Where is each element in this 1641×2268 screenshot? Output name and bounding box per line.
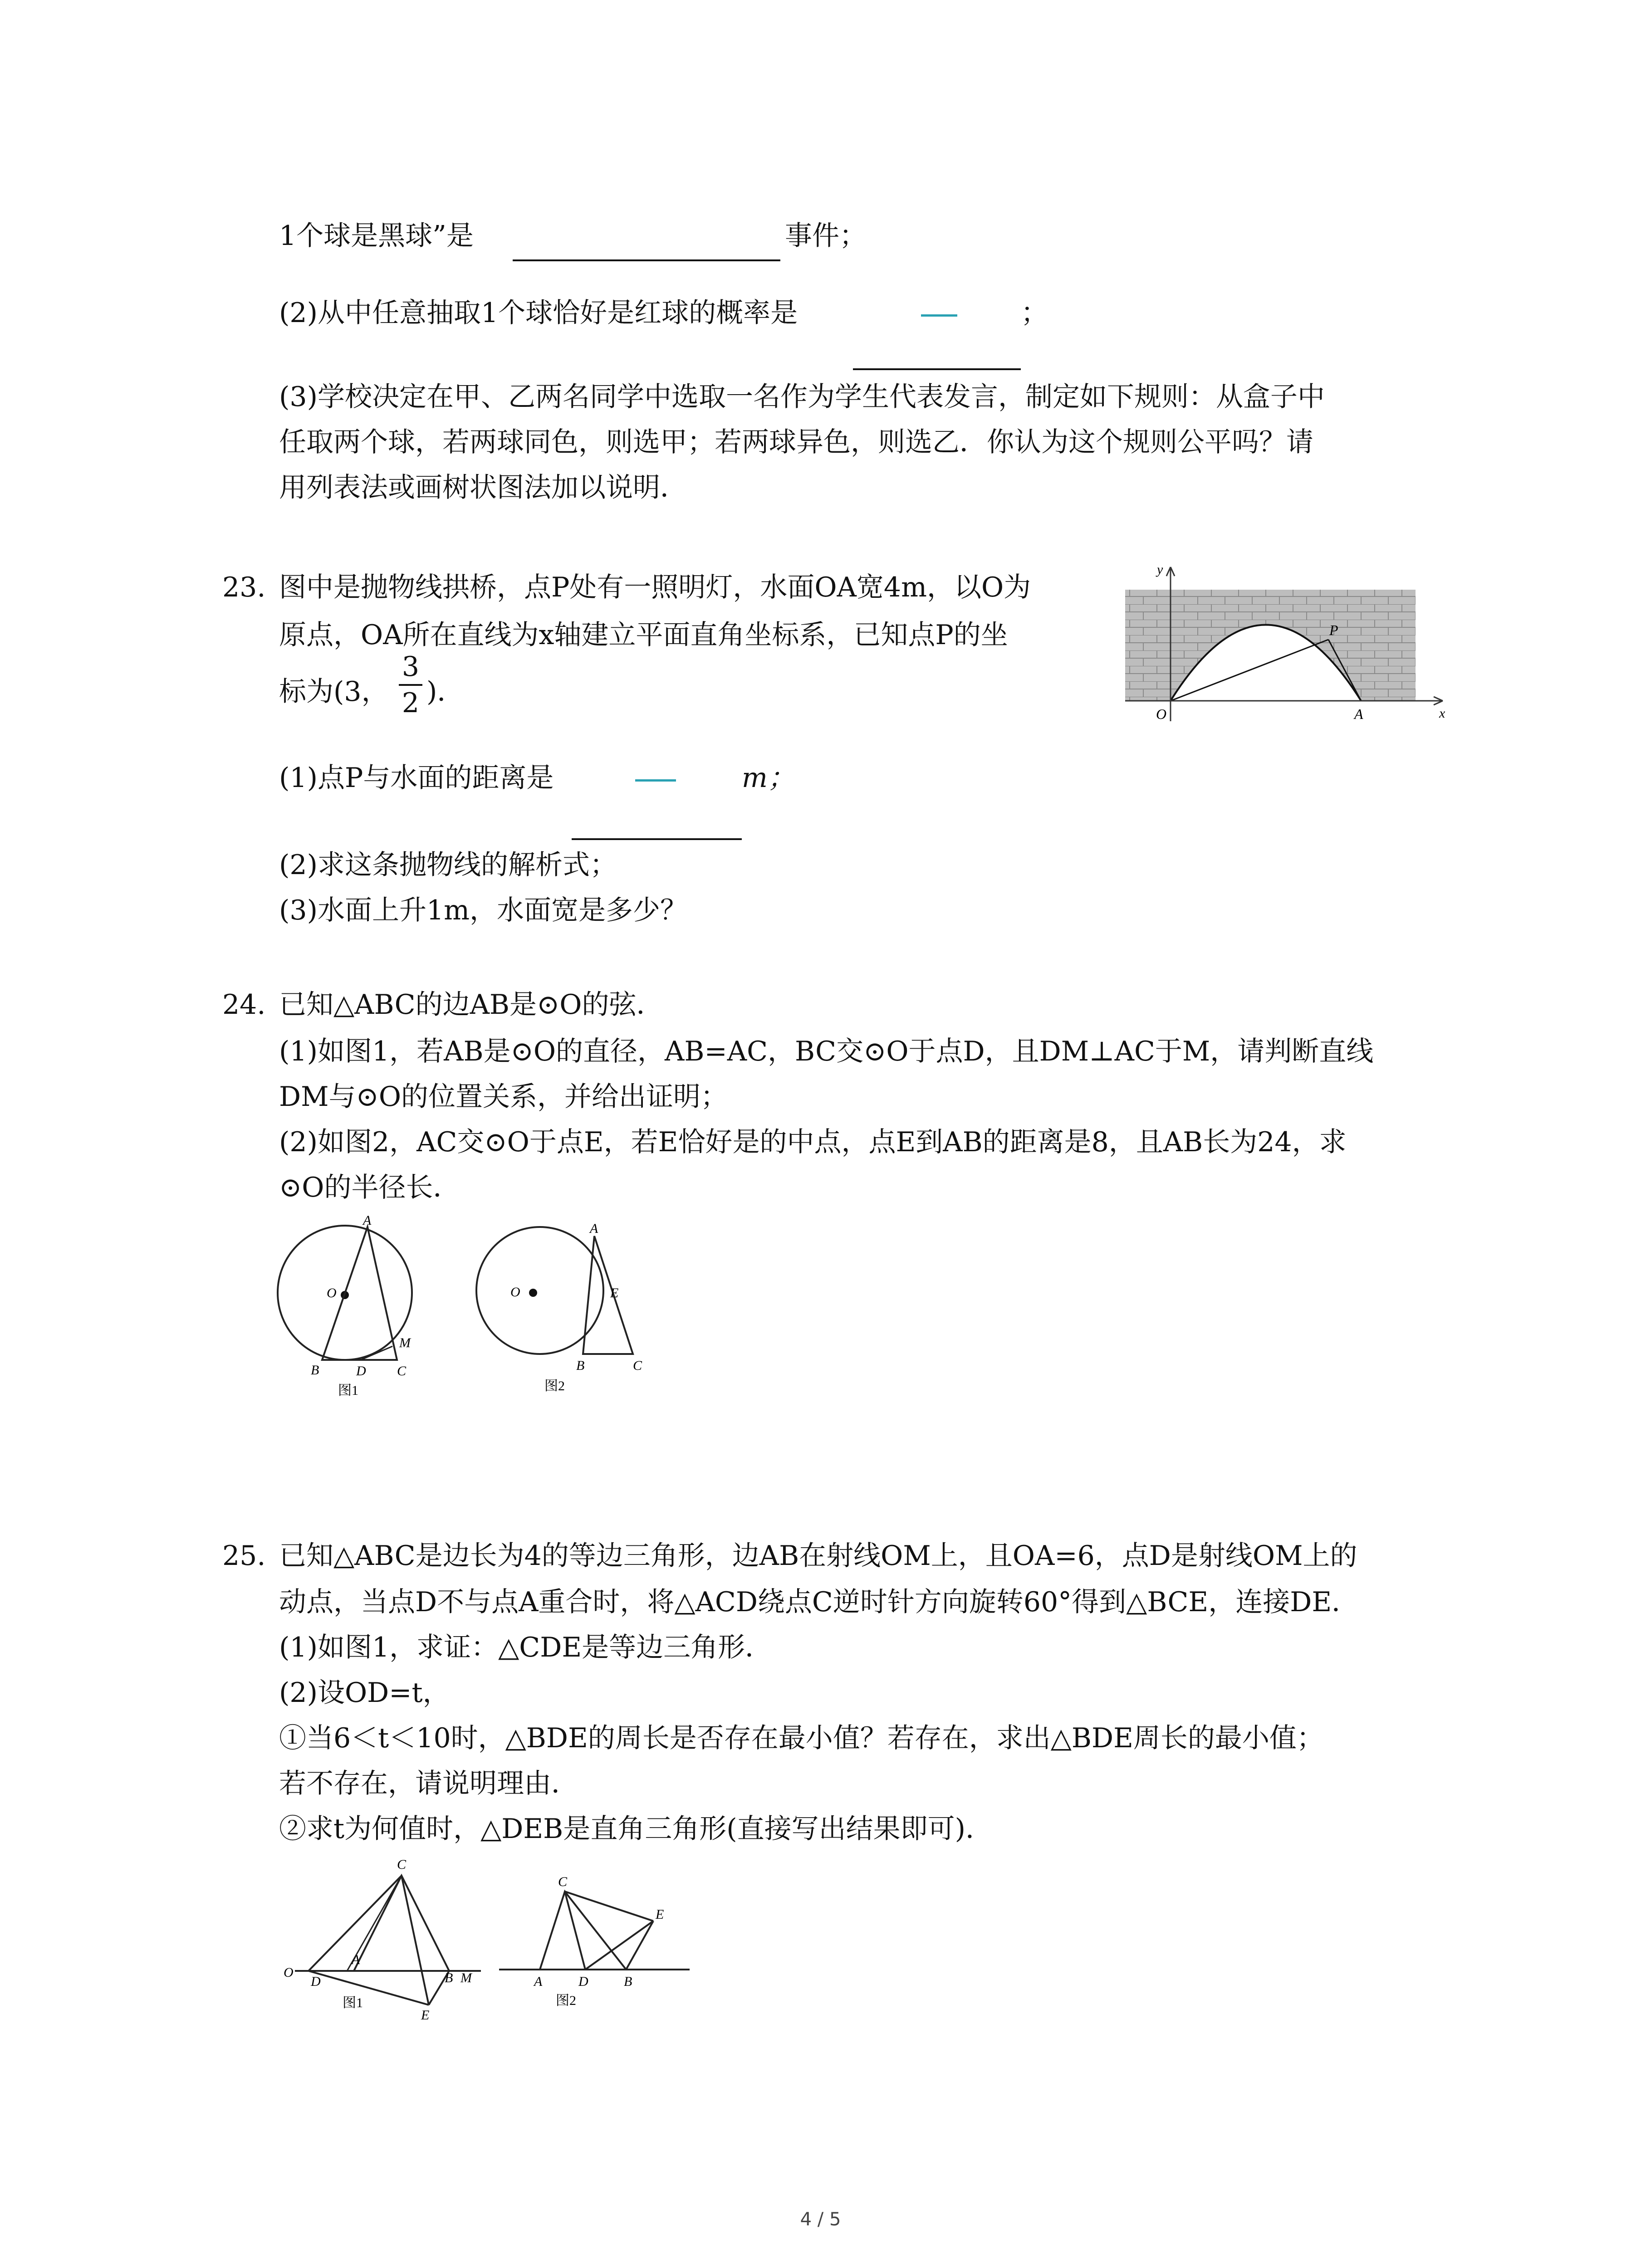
caption-1: 图1 xyxy=(338,1383,358,1398)
label-A: A xyxy=(1354,706,1363,722)
segment-DE xyxy=(309,1971,429,2005)
segment-BE xyxy=(626,1921,653,1970)
label-E: E xyxy=(656,1907,664,1922)
label-x: x xyxy=(1439,706,1445,721)
q22-fraction-dash xyxy=(921,314,957,317)
center-O xyxy=(529,1289,537,1297)
label-B: B xyxy=(576,1358,585,1373)
q23-part2: (2)求这条抛物线的解析式； xyxy=(279,849,617,881)
triangle-ABC xyxy=(583,1236,633,1354)
q23-fraction-numerator: 3 xyxy=(402,651,420,683)
q22-answer-blank-1[interactable] xyxy=(513,259,780,261)
label-A: A xyxy=(534,1974,543,1989)
q23-part1-unit: m； xyxy=(742,762,795,794)
label-P: P xyxy=(1329,622,1338,638)
q25-line2: 动点，当点D不与点A重合时，将△ACD绕点C逆时针方向旋转60°得到△BCE，连接DE． xyxy=(279,1586,1359,1618)
q22-part3-line2: 任取两个球，若两球同色，则选甲；若两球异色，则选乙．你认为这个规则公平吗？请 xyxy=(279,426,1313,458)
q22-line1-a: 1个球是黑球”是 xyxy=(279,220,474,252)
q24-figure-1 xyxy=(268,1216,449,1406)
q22-part3-line3: 用列表法或画树状图法加以说明． xyxy=(279,472,687,503)
q25-line6: 若不存在，请说明理由． xyxy=(279,1768,578,1799)
label-E: E xyxy=(421,2008,430,2023)
label-O: O xyxy=(510,1285,520,1300)
label-C: C xyxy=(633,1358,642,1373)
label-D: D xyxy=(356,1364,366,1378)
label-B: B xyxy=(445,1970,453,1985)
caption-2: 图2 xyxy=(544,1378,565,1393)
segment-CE xyxy=(565,1892,653,1921)
label-M: M xyxy=(460,1970,472,1985)
label-C: C xyxy=(558,1874,568,1889)
q22-part2-text: (2)从中任意抽取1个球恰好是红球的概率是 xyxy=(279,297,798,329)
label-C: C xyxy=(397,1364,407,1378)
q23-fraction xyxy=(397,653,424,717)
q23-fraction-bar xyxy=(399,684,422,686)
label-D: D xyxy=(578,1974,588,1989)
q23-part1-text: (1)点P与水面的距离是 xyxy=(279,762,554,794)
label-O: O xyxy=(284,1965,294,1980)
segment-DM xyxy=(361,1346,392,1360)
q23-number: 23. xyxy=(222,572,266,603)
page-number: 4 / 5 xyxy=(800,2209,841,2230)
caption-2: 图2 xyxy=(556,1993,576,2008)
q24-line3: DM与⊙O的位置关系，并给出证明； xyxy=(279,1081,728,1113)
q23-part3: (3)水面上升1m，水面宽是多少？ xyxy=(279,894,688,926)
label-B: B xyxy=(311,1363,319,1378)
q23-fraction-denominator: 2 xyxy=(402,687,420,719)
label-E: E xyxy=(610,1286,619,1300)
q25-figure-1 xyxy=(277,1851,490,2041)
label-A: A xyxy=(363,1216,372,1228)
q24-line5: ⊙O的半径长． xyxy=(279,1172,460,1203)
segment-CE xyxy=(402,1876,429,2005)
q23-line3-b: )． xyxy=(426,676,465,708)
q25-line4: (2)设OD=t， xyxy=(279,1677,450,1709)
label-A: A xyxy=(352,1952,360,1967)
q23-line3-a: 标为(3， xyxy=(279,676,389,708)
q22-part3-line1: (3)学校决定在甲、乙两名同学中选取一名作为学生代表发言，制定如下规则：从盒子中 xyxy=(279,381,1325,413)
triangle-ABC xyxy=(354,1876,449,1971)
label-O: O xyxy=(1156,706,1167,722)
q22-part2-end: ； xyxy=(1021,297,1048,329)
q25-line5: ①当6＜t＜10时，△BDE的周长是否存在最小值？若存在，求出△BDE周长的最小值； xyxy=(279,1722,1324,1754)
caption-1: 图1 xyxy=(343,1995,363,2010)
label-O: O xyxy=(327,1286,337,1300)
q23-line1: 图中是抛物线拱桥，点P处有一照明灯，水面OA宽4m，以O为 xyxy=(279,572,1031,603)
q23-fraction-dash xyxy=(635,779,676,782)
q22-line1-b: 事件； xyxy=(785,220,867,252)
q24-line4: (2)如图2，AC交⊙O于点E，若E恰好是的中点，点E到AB的距离是8，且AB长为24，求 xyxy=(279,1126,1347,1158)
label-C: C xyxy=(397,1857,407,1872)
q24-line2: (1)如图1，若AB是⊙O的直径，AB=AC，BC交⊙O于点D，且DM⊥AC于M，请判断直线 xyxy=(279,1036,1374,1067)
q23-answer-blank[interactable] xyxy=(572,838,742,840)
q22-answer-blank-2[interactable] xyxy=(853,368,1021,370)
q25-line1: 已知△ABC是边长为4的等边三角形，边AB在射线OM上，且OA=6，点D是射线OM上的 xyxy=(279,1540,1357,1572)
q22-line1-text xyxy=(279,215,474,256)
label-B: B xyxy=(624,1974,632,1989)
q25-line7: ②求t为何值时，△DEB是直角三角形(直接写出结果即可)． xyxy=(279,1813,993,1845)
q24-number: 24. xyxy=(222,989,266,1021)
q24-line1: 已知△ABC的边AB是⊙O的弦． xyxy=(279,989,664,1021)
q25-line3: (1)如图1，求证：△CDE是等边三角形． xyxy=(279,1632,773,1663)
q23-bridge-figure xyxy=(1116,558,1452,730)
q25-figure-2 xyxy=(490,1851,699,2041)
q23-line2: 原点，OA所在直线为x轴建立平面直角坐标系，已知点P的坐 xyxy=(279,619,1008,651)
label-A: A xyxy=(590,1221,598,1236)
q25-number: 25. xyxy=(222,1540,266,1572)
label-M: M xyxy=(399,1335,411,1350)
label-D: D xyxy=(311,1974,321,1989)
q24-figure-2 xyxy=(467,1216,649,1406)
label-y: y xyxy=(1157,562,1163,577)
